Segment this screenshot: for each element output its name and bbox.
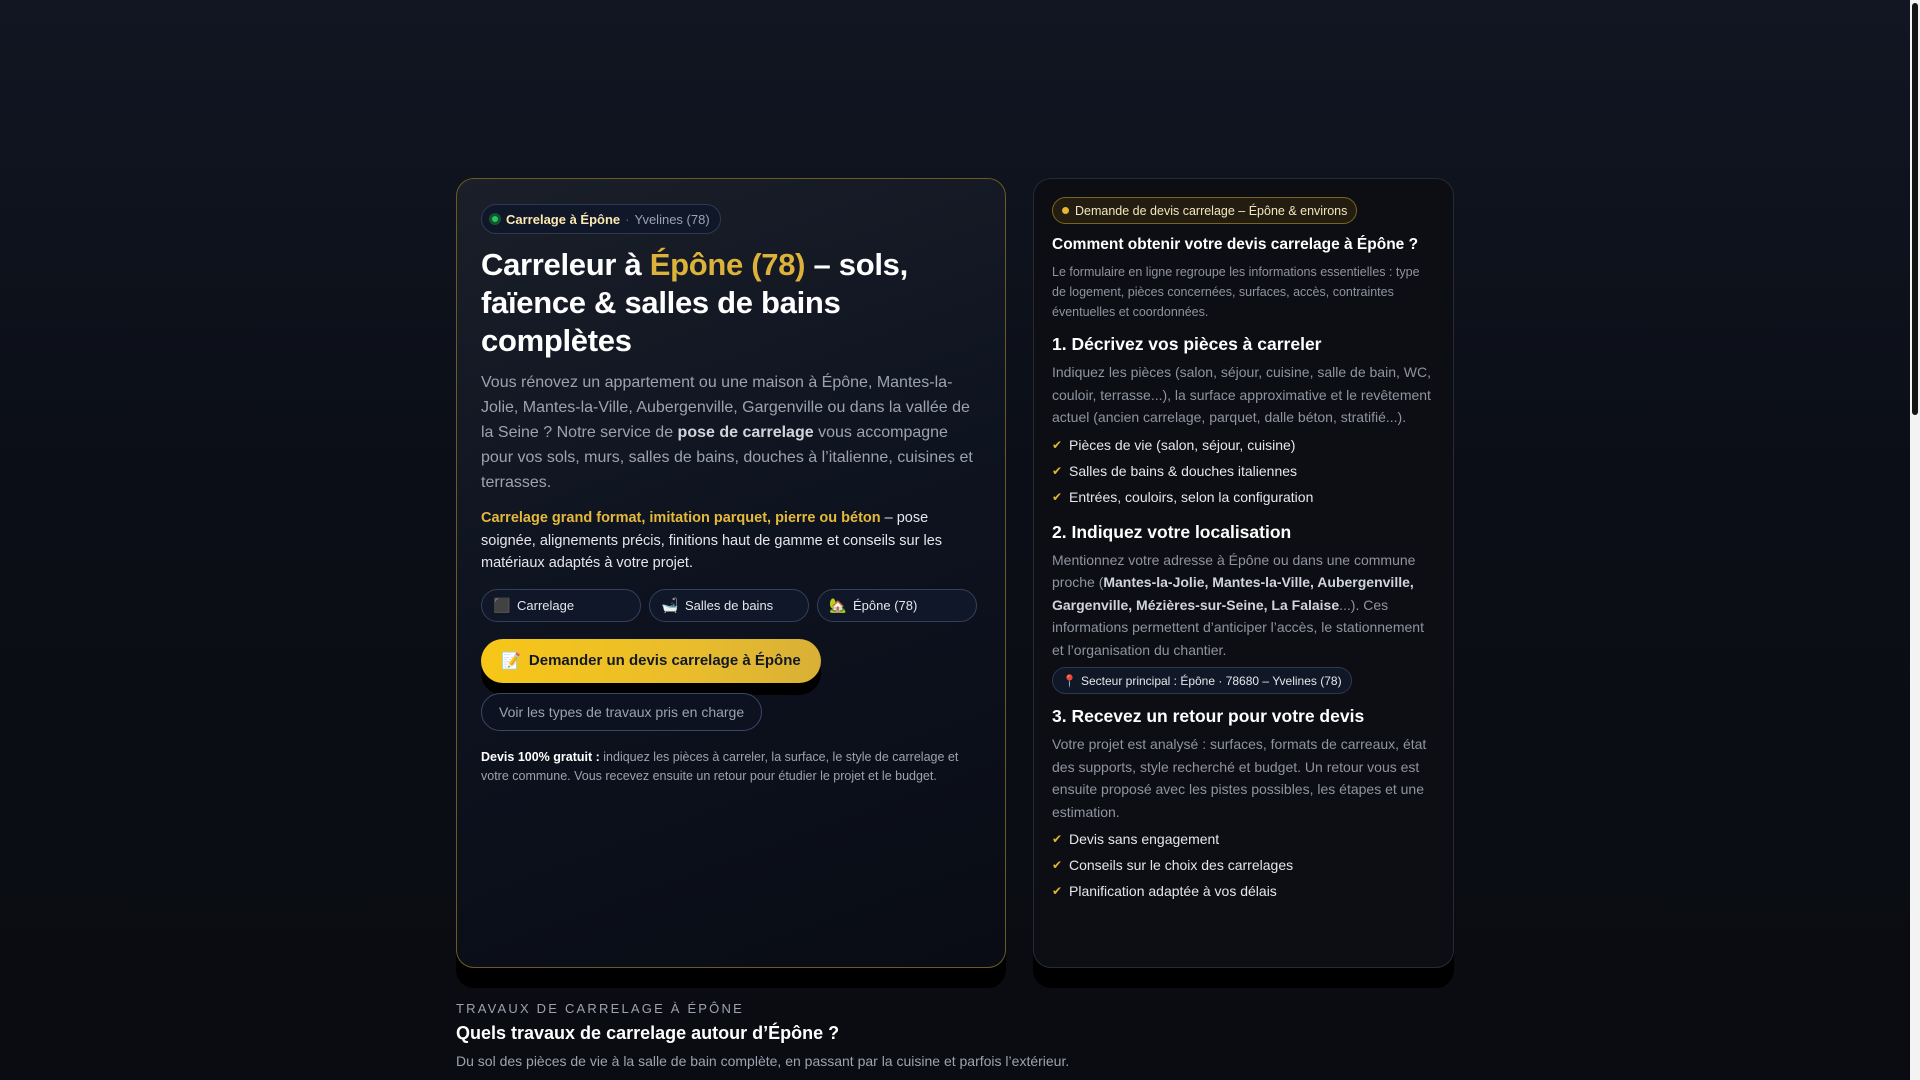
step-2-text-before: Mentionnez votre adresse à Épône ou dans une commune proche (	[1052, 551, 1416, 590]
check-label: Entrées, couloirs, selon la configuration	[1069, 488, 1314, 505]
note-text: indiquez les pièces à carreler, la surface, le style de carrelage et votre commune. Vous recevez ensuite un retour pour étudier le projet et le budget.	[481, 749, 959, 783]
lead-text-before: Vous rénovez un appartement ou une maison à Épône, Mantes-la-Jolie, Mantes-la-Ville, Aubergenville, Gargenville ou dans la vallée de la Seine ? Notre service de	[481, 374, 970, 441]
panel-intro: Le formulaire en ligne regroupe les informations essentielles : type de logement, pièces concernées, surfaces, accès, contraintes éventuelles et coordonnées.	[1052, 265, 1420, 319]
chip-label: Épône (78)	[853, 597, 918, 613]
step-3-checklist	[1052, 826, 1435, 904]
hero-card	[456, 178, 1006, 968]
section-title: Quels travaux de carrelage autour d’Épône ?	[456, 1023, 840, 1043]
memo-icon: 📝	[501, 652, 521, 670]
step-1-title: 1. Décrivez vos pièces à carreler	[1052, 334, 1322, 354]
list-item	[1052, 484, 1435, 510]
quote-request-pill	[1052, 197, 1357, 224]
bathtub-icon: 🛁	[661, 596, 679, 613]
works-section	[456, 1001, 1069, 1069]
chip-label: Salles de bains	[685, 597, 774, 613]
scrollbar-thumb[interactable]	[1912, 3, 1918, 415]
step-2-title: 2. Indiquez votre localisation	[1052, 521, 1292, 542]
step-2-towns: Mantes-la-Jolie, Mantes-la-Ville, Aubergenville, Gargenville, Mézières-sur-Seine, La Falaise	[1052, 574, 1414, 613]
house-icon: 🏡	[829, 596, 847, 613]
list-item	[1052, 852, 1435, 878]
step-3-text: Votre projet est analysé : surfaces, formats de carreaux, état des supports, style recherché et budget. Un retour vous est ensuite proposé avec les pistes possibles, les étapes et une estimation.	[1052, 736, 1427, 820]
hero-section	[456, 178, 1454, 968]
check-label: Planification adaptée à vos délais	[1069, 883, 1277, 899]
chip-carrelage	[481, 589, 641, 622]
chip-epone	[817, 589, 977, 622]
service-chips	[481, 589, 981, 622]
request-quote-button[interactable]	[481, 639, 821, 683]
check-label: Conseils sur le choix des carrelages	[1069, 857, 1294, 873]
page-scrollbar[interactable]	[1910, 0, 1920, 1080]
hero-subtext	[481, 507, 981, 575]
badge-label: Carrelage à Épône	[506, 211, 621, 227]
list-item	[1052, 432, 1435, 458]
title-part2: – sols, faïence & salles de bains complètes	[481, 247, 908, 358]
page-title	[481, 246, 981, 360]
chip-label: Carrelage	[517, 597, 575, 613]
panel-title: Comment obtenir votre devis carrelage à Épône ?	[1052, 236, 1419, 253]
check-icon: ✔	[1052, 884, 1063, 898]
map-pin-icon: 📍	[1062, 673, 1077, 688]
request-quote-label: Demander un devis carrelage à Épône	[528, 652, 801, 669]
step-2-text-after: ...). Ces informations permettent d’anticiper l’accès, le stationnement et l’organisation du chantier.	[1052, 596, 1424, 658]
note-strong: Devis 100% gratuit :	[481, 749, 600, 764]
pill-label: Demande de devis carrelage – Épône & environs	[1075, 203, 1348, 218]
subtext-highlight: Carrelage grand format, imitation parquet, pierre ou béton	[481, 510, 881, 526]
lead-strong: pose de carrelage	[677, 424, 814, 441]
check-label: Devis sans engagement	[1069, 831, 1220, 847]
check-label: Salles de bains & douches italiennes	[1069, 462, 1298, 479]
tile-icon: ⬛	[493, 596, 511, 613]
badge-region: Yvelines (78)	[634, 211, 710, 227]
subtext-rest: – pose soignée, alignements précis, finitions haut de gamme et conseils sur les matériaux adaptés à votre projet.	[481, 510, 943, 571]
section-subtitle: Du sol des pièces de vie à la salle de bain complète, en passant par la cuisine et parfois l’extérieur.	[456, 1053, 1070, 1069]
check-label: Pièces de vie (salon, séjour, cuisine)	[1069, 436, 1296, 453]
view-work-types-button[interactable]: Voir les types de travaux pris en charge	[481, 693, 762, 731]
check-icon: ✔	[1052, 489, 1063, 504]
step-3-title: 3. Recevez un retour pour votre devis	[1052, 706, 1365, 726]
step-1-checklist	[1052, 432, 1435, 510]
list-item	[1052, 878, 1435, 904]
section-kicker: TRAVAUX DE CARRELAGE À ÉPÔNE	[456, 1001, 744, 1016]
list-item	[1052, 458, 1435, 484]
check-icon: ✔	[1052, 858, 1063, 872]
badge-separator: ·	[625, 211, 630, 227]
bullet-dot-icon	[1062, 207, 1069, 214]
check-icon: ✔	[1052, 463, 1063, 478]
chip-salles-de-bains	[649, 589, 809, 622]
list-item	[1052, 826, 1435, 852]
check-icon: ✔	[1052, 832, 1063, 846]
status-dot-icon	[489, 213, 501, 225]
free-quote-note	[481, 748, 981, 787]
main-sector-chip	[1052, 667, 1352, 694]
step-2-text	[1052, 549, 1435, 662]
title-accent: Épône (78)	[649, 247, 806, 282]
check-icon: ✔	[1052, 437, 1063, 452]
quote-steps-panel	[1033, 178, 1454, 968]
location-badge	[481, 204, 721, 234]
hero-lead	[481, 370, 981, 495]
step-1-text: Indiquez les pièces (salon, séjour, cuisine, salle de bain, WC, couloir, terrasse...), la surface approximative et le revêtement actuel (ancien carrelage, parquet, dalle béton, stratifié...).	[1052, 364, 1431, 425]
title-part1: Carreleur à	[481, 247, 650, 282]
main-sector-label: Secteur principal : Épône · 78680 – Yvelines (78)	[1080, 673, 1342, 688]
lead-text-after: vous accompagne pour vos sols, murs, salles de bains, douches à l’italienne, cuisines et terrasses.	[481, 424, 973, 491]
